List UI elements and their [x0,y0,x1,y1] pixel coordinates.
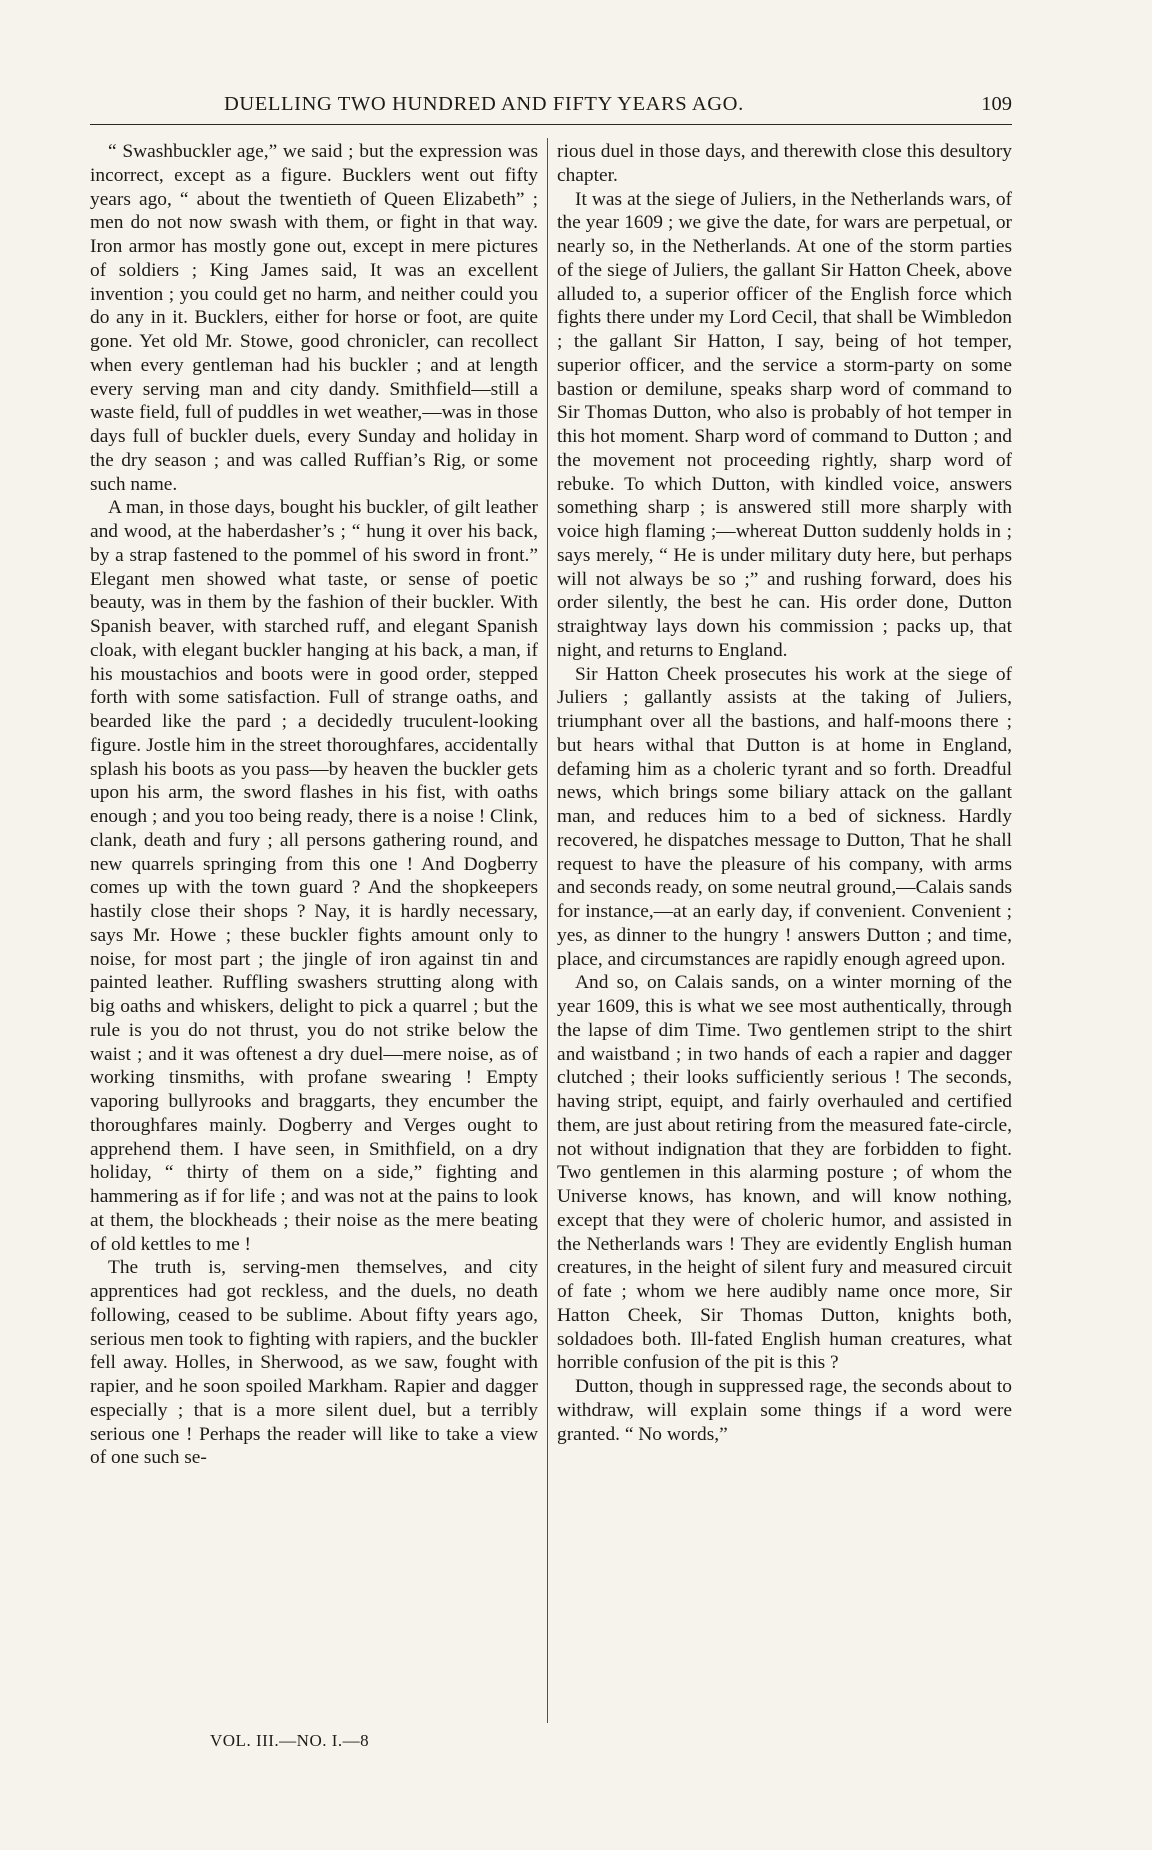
left-column [90,140,538,1470]
paragraph: Dutton, though in suppressed rage, the seconds about to withdraw, will explain some things if a word were granted. “ No words,” [557,1376,1012,1445]
page-header [90,93,1012,123]
header-rule [90,124,1012,125]
paragraph: Sir Hatton Cheek prosecutes his work at the siege of Juliers ; gallantly assists at the taking of Juliers, triumphant over all the bastions, and half-moons there ; but hears withal that Dutton is at home in England, defaming him as a choleric tyrant and so forth. Dreadful news, which brings some biliary attack on the gallant man, and reduces him to a bed of sickness. Hardly recovered, he dispatches message to Dutton, That he shall request to have the pleasure of his company, with arms and seconds ready, on some neutral ground,—Calais sands for instance,—at an early day, if convenient. Convenient ; yes, as dinner to the hungry ! answers Dutton ; and time, place, and circumstances are rapidly enough agreed upon. [557,663,1012,970]
paragraph: A man, in those days, bought his buckler, of gilt leather and wood, at the haberdasher’s ; “ hung it over his back, by a strap fastened to the pommel of his sword in front.” Elegant men showed what taste, or sense of poetic beauty, was in them by the fashion of their buckler. With Spanish beaver, with starched ruff, and elegant Spanish cloak, with elegant buckler hanging at his back, a man, if his moustachios and boots were in good order, stepped forth with some satisfaction. Full of strange oaths, and bearded like the pard ; a decidedly truculent-looking figure. Jostle him in the street thoroughfares, accidentally splash his boots as you pass—by heaven the buckler gets upon his arm, the sword flashes in his fist, with oaths enough ; and you too being ready, there is a noise ! Clink, clank, death and fury ; all persons gathering round, and new quarrels springing from this one ! And Dogberry comes up with the town guard ? And the shopkeepers hastily close their shops ? Nay, it is hardly necessary, says Mr. Howe ; these buckler fights amount only to noise, for most part ; the jingle of iron against tin and painted leather. Ruffling swashers strutting along with big oaths and whiskers, delight to pick a quarrel ; but the rule is you do not thrust, you do not strike below the waist ; and it was oftenest a dry duel—mere noise, as of working tinsmiths, with profane swearing ! Empty vaporing bullyrooks and braggarts, they encumber the thoroughfares mainly. Dogberry and Verges ought to apprehend them. I have seen, in Smithfield, on a dry holiday, “ thirty of them on a side,” fighting and hammering as if for life ; and was not at the pains to look at them, the blockheads ; their noise as the mere beating of old kettles to me ! [90,497,538,1255]
running-title: DUELLING TWO HUNDRED AND FIFTY YEARS AGO. [224,93,744,115]
paragraph: “ Swashbuckler age,” we said ; but the expression was incorrect, except as a figure. Bucklers went out fifty years ago, “ about the twentieth of Queen Elizabeth” ; men do not now swash with them, or fight in that way. Iron armor has mostly gone out, except in mere pictures of soldiers ; King James said, It was an excellent invention ; you could get no harm, and neither could you do any in it. Bucklers, either for horse or foot, are quite gone. Yet old Mr. Stowe, good chronicler, can recollect when every gentleman had his buckler ; and at length every serving man and city dandy. Smithfield—still a waste field, full of puddles in wet weather,—was in those days full of buckler duels, every Sunday and holiday in the dry season ; and was called Ruffian’s Rig, or some such name. [90,141,538,495]
signature-mark: VOL. III.—NO. I.—8 [210,1731,370,1750]
column-divider [547,138,548,1723]
page-number: 109 [981,93,1012,115]
paragraph: And so, on Calais sands, on a winter morning of the year 1609, this is what we see most authentically, through the lapse of dim Time. Two gentlemen stript to the shirt and waistband ; in two hands of each a rapier and dagger clutched ; their looks sufficiently serious ! The seconds, having stript, equipt, and fairly overhauled and certified them, are just about retiring from the measured fate-circle, not without indignation that they are forbidden to fight. Two gentlemen in this alarming posture ; of whom the Universe knows, has known, and will know nothing, except that they were of choleric humor, and assisted in the Netherlands wars ! They are evidently English human creatures, in the height of silent fury and measured circuit of fate ; whom we here audibly name once more, Sir Hatton Cheek, Sir Thomas Dutton, knights both, soldadoes both. Ill-fated English human creatures, what horrible confusion of the pit is this ? [557,972,1012,1374]
paragraph: The truth is, serving-men themselves, and city apprentices had got reckless, and the duels, no death following, ceased to be sublime. About fifty years ago, serious men took to fighting with rapiers, and the buckler fell away. Holles, in Sherwood, as we saw, fought with rapier, and he soon spoiled Markham. Rapier and dagger especially ; that is a more silent duel, but a terribly serious one ! Perhaps the reader will like to take a view of one such se- [90,1257,538,1469]
paragraph: It was at the siege of Juliers, in the Netherlands wars, of the year 1609 ; we give the date, for wars are perpetual, or nearly so, in the Netherlands. At one of the storm parties of the siege of Juliers, the gallant Sir Hatton Cheek, above alluded to, a superior officer of the English force which fights there under my Lord Cecil, that shall be Wimbledon ; the gallant Sir Hatton, I say, being of hot temper, superior officer, and the service a storm-party on some bastion or demilune, speaks sharp word of command to Sir Thomas Dutton, who also is probably of hot temper in this hot moment. Sharp word of command to Dutton ; and the movement not proceeding rightly, sharp word of rebuke. To which Dutton, with kindled voice, answers something sharp ; is answered still more sharply with voice high flaming ;—whereat Dutton suddenly holds in ; says merely, “ He is under military duty here, but perhaps will not always be so ;” and rushing forward, does his order silently, the best he can. His order done, Dutton straightway lays down his commission ; packs up, that night, and returns to England. [557,188,1012,661]
paragraph-continuation: rious duel in those days, and therewith close this desultory chapter. [557,141,1012,186]
right-column [557,140,1012,1446]
